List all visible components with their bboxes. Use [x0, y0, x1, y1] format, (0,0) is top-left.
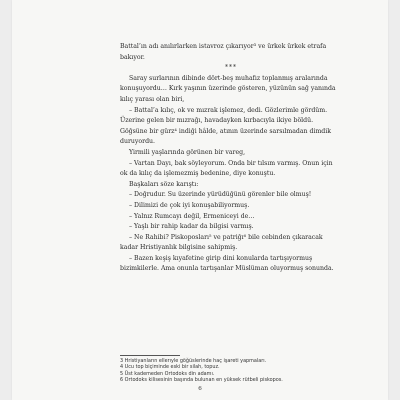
footnote: 3 Hristiyanların ellerıyle göğüslerinde haç işareti yapmaları. [120, 358, 267, 364]
body-text [120, 42, 342, 275]
paragraph: – Bazen keşiş kıyafetine girip dini konularda tartışıyormuş bizimkilerle. Ama onunla tartışanlar Müslüman oluyormuş sonunda. [120, 254, 334, 273]
paragraph: Battal’ın adı anılırlarken istavroz çıkarıyor³ ve ürkek ürkek etrafa bakıyor. [120, 43, 327, 61]
page-number: 6 [198, 386, 202, 392]
paragraph: Yirmili yaşlarında görünen bir vareg, [129, 148, 246, 156]
book-page [12, 0, 388, 400]
paragraph: – Doğrudur. Su üzerinde yürüdüğünü görenler bile olmuş! [129, 191, 312, 199]
paragraph: – Battal’a kılıç, ok ve mızrak işlemez, dedi. Gözlerimle gördüm. Üzerine gelen bir mızrağı, havadayken kırbacıyla ikiye böldü. Göğsüne bir gürz⁴ indiği hâlde, atının üzerinde sarsılmadan dimdik duruyordu. [120, 106, 331, 146]
paragraph: – Yaşlı bir rahip kadar da bilgisi varmış. [129, 223, 254, 231]
section-separator: *** [225, 64, 237, 72]
footnote: 4 Ucu top biçiminde eski bir silah, topuz. [120, 364, 220, 371]
footnote: 5 Üst kademeden Ortodoks din adamı. [120, 370, 215, 377]
paragraph: – Ne Rahibi? Piskoposları⁵ ve patriğı⁶ bile cebinden çıkaracak kadar Hristiyanlık bilgisine sahipmiş. [120, 233, 323, 252]
paragraph: Saray surlarının dibinde dört-beş muhafız toplanmış aralarında konuşuyordu… Kırk yaşının üzerinde gösteren, yüzünün sağ yanında kılıç yarası olan biri, [120, 74, 336, 103]
footnotes [120, 358, 350, 384]
footnote: 6 Ortodoks kilisesinin başında bulunan en yüksek rütbeli piskopos. [120, 377, 283, 384]
paragraph: – Vartan Dayı, bak söyleyorum. Onda bir tılsım varmış. Onun için ok da kılıç da işlemezmiş bedenine, diye konuştu. [120, 159, 333, 178]
paragraph: – Yalnız Rumcayı değil, Ermeniceyi de… [129, 212, 255, 220]
footnote-rule [120, 355, 180, 356]
paragraph: – Dilimizi de çok iyi konuşabiliyormuş. [129, 201, 250, 209]
paragraph: Başkaları söze karıştı: [129, 180, 199, 188]
